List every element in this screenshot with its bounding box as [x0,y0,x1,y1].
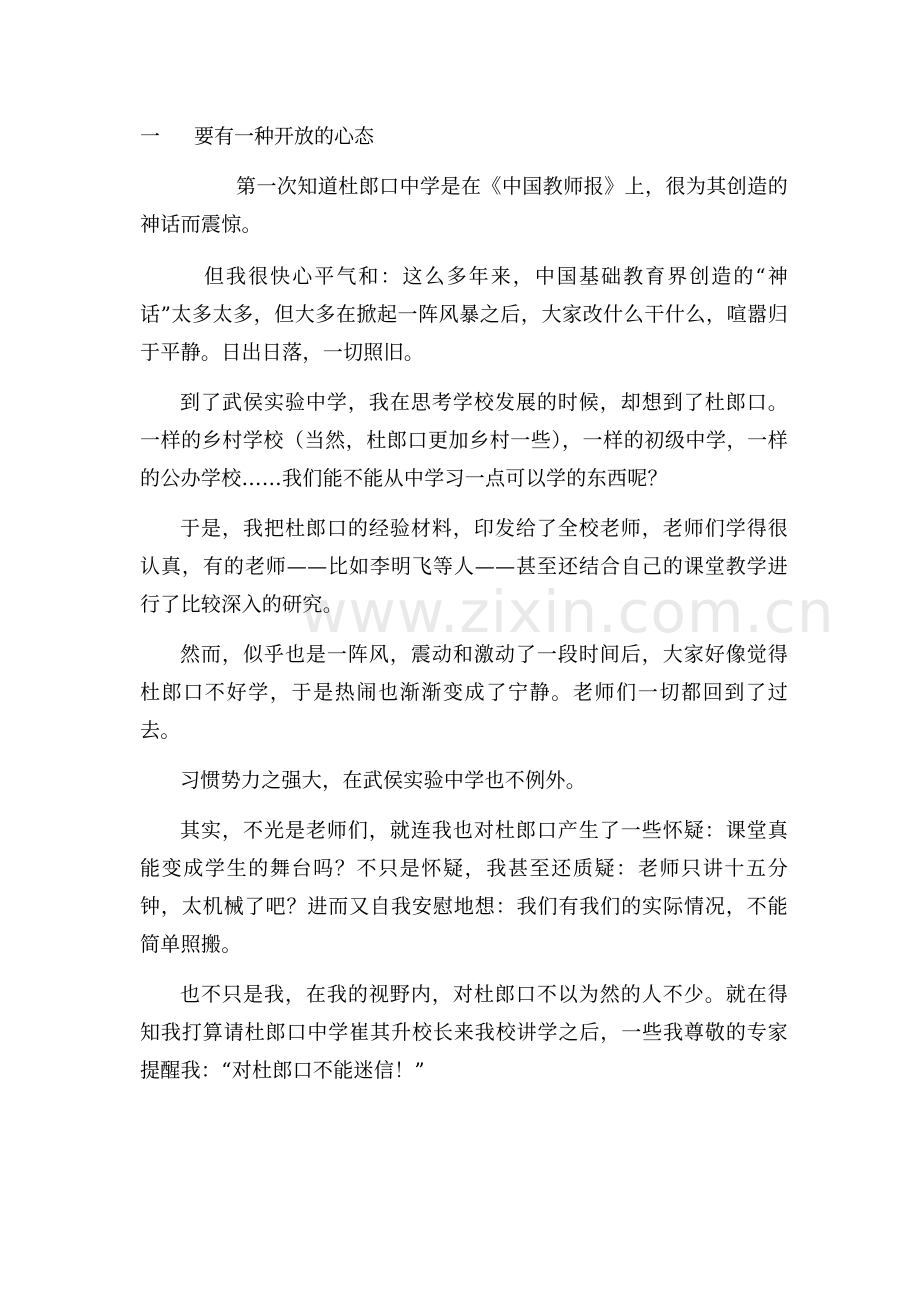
paragraph: 到了武侯实验中学，我在思考学校发展的时候，却想到了杜郎口。一样的乡村学校（当然，杜郎口更加乡村一些），一样的初级中学，一样的公办学校……我们能不能从中学习一点可以学的东西呢？ [140,390,788,490]
paragraph: 习惯势力之强大，在武侯实验中学也不例外。 [180,768,586,792]
watermark: www.zixin.com.cn [300,578,835,646]
paragraph: 但我很快心平气和：这么多年来，中国基础教育界创造的“神话”太多太多，但大多在掀起一阵风暴之后，大家改什么干什么，喧嚣归于平静。日出日落，一切照旧。 [140,264,788,364]
section-title: 要有一种开放的心态 [194,124,374,148]
paragraph: 然而，似乎也是一阵风，震动和激动了一段时间后，大家好像觉得杜郎口不好学，于是热闹也渐渐变成了宁静。老师们一切都回到了过去。 [140,642,788,742]
paragraph: 第一次知道杜郎口中学是在《中国教师报》上，很为其创造的神话而震惊。 [140,174,788,236]
paragraph: 于是，我把杜郎口的经验材料，印发给了全校老师，老师们学得很认真，有的老师——比如李明飞等人——甚至还结合自己的课堂教学进行了比较深入的研究。 [140,516,788,616]
body-text [140,167,788,1101]
paragraph: 也不只是我，在我的视野内，对杜郎口不以为然的人不少。就在得知我打算请杜郎口中学崔其升校长来我校讲学之后，一些我尊敬的专家提醒我：“对杜郎口不能迷信！” [140,982,788,1082]
section-number: 一 [140,124,160,148]
paragraph: 其实，不光是老师们，就连我也对杜郎口产生了一些怀疑：课堂真能变成学生的舞台吗？不只是怀疑，我甚至还质疑：老师只讲十五分钟，太机械了吧？进而又自我安慰地想：我们有我们的实际情况，不能简单照搬。 [140,818,788,956]
section-heading [140,122,374,150]
